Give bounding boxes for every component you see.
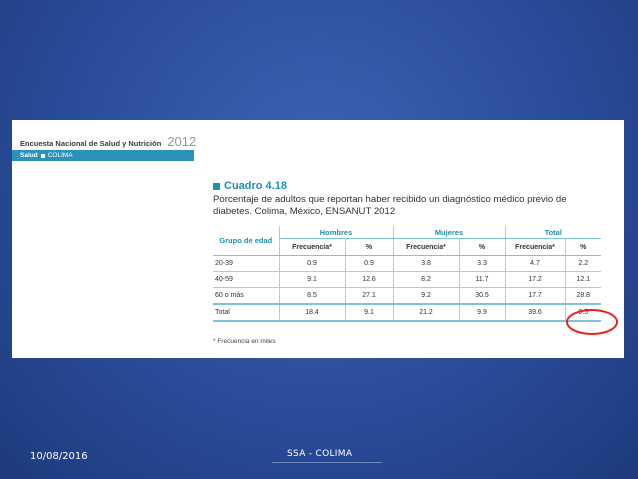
- cell-hombres-pct: 27.1: [345, 288, 393, 305]
- sub-header-freq: Frecuencia*: [505, 239, 565, 256]
- sub-header-pct: %: [565, 239, 601, 256]
- footer-org: SSA - COLIMA: [287, 449, 353, 459]
- table-row-total: [213, 304, 601, 321]
- sub-header-freq: Frecuencia*: [393, 239, 459, 256]
- cell-total-pct: 12.1: [565, 272, 601, 288]
- cell-total-freq: 17.7: [505, 288, 565, 305]
- slide-image: [12, 120, 624, 358]
- table-row: [213, 272, 601, 288]
- survey-header: [20, 130, 196, 148]
- row-label: 20-39: [213, 256, 279, 272]
- row-label: 60 o más: [213, 288, 279, 305]
- sub-header-pct: %: [345, 239, 393, 256]
- row-header: Grupo de edad: [213, 226, 279, 256]
- sub-header-pct: %: [459, 239, 505, 256]
- cuadro-caption: Porcentaje de adultos que reportan haber recibido un diagnóstico médico previo de diabetes. Colima, México, ENSANUT 2012: [213, 194, 567, 217]
- cell-hombres-freq: 0.9: [279, 256, 345, 272]
- cuadro-number: Cuadro 4.18: [224, 180, 287, 192]
- cell-total-freq: 17.2: [505, 272, 565, 288]
- cell-hombres-freq: 18.4: [279, 304, 345, 321]
- cell-hombres-pct: 0.9: [345, 256, 393, 272]
- group-header-hombres: Hombres: [279, 226, 393, 239]
- survey-year: 2012: [167, 134, 197, 149]
- cell-mujeres-pct: 30.5: [459, 288, 505, 305]
- footer-divider: [272, 462, 382, 463]
- cell-hombres-pct: 12.6: [345, 272, 393, 288]
- cell-mujeres-freq: 9.2: [393, 288, 459, 305]
- cell-mujeres-pct: 11.7: [459, 272, 505, 288]
- cell-total-freq: 39.6: [505, 304, 565, 321]
- cell-total-pct: 9.5: [565, 304, 601, 321]
- sub-header-freq: Frecuencia*: [279, 239, 345, 256]
- cell-hombres-pct: 9.1: [345, 304, 393, 321]
- cell-total-freq: 4.7: [505, 256, 565, 272]
- cuadro-heading: [213, 180, 287, 192]
- highlight-ellipse: [566, 309, 618, 335]
- cell-mujeres-freq: 8.2: [393, 272, 459, 288]
- square-bullet-icon: [213, 183, 220, 190]
- table-row: [213, 288, 601, 305]
- square-bullet-icon: [41, 154, 45, 158]
- row-label: Total: [213, 304, 279, 321]
- cell-mujeres-freq: 3.8: [393, 256, 459, 272]
- cell-total-pct: 28.8: [565, 288, 601, 305]
- state-bar: [12, 150, 194, 161]
- cell-total-pct: 2.2: [565, 256, 601, 272]
- footer-date: 10/08/2016: [30, 451, 88, 462]
- table-row: [213, 256, 601, 272]
- row-label: 40-59: [213, 272, 279, 288]
- group-header-total: Total: [505, 226, 601, 239]
- cell-mujeres-pct: 9.9: [459, 304, 505, 321]
- group-header-mujeres: Mujeres: [393, 226, 505, 239]
- table-note: * Frecuencia en miles: [213, 338, 276, 345]
- cell-mujeres-pct: 3.3: [459, 256, 505, 272]
- cell-hombres-freq: 8.5: [279, 288, 345, 305]
- cell-hombres-freq: 9.1: [279, 272, 345, 288]
- data-table: [213, 226, 601, 322]
- state-label: COLIMA: [47, 152, 73, 159]
- cell-mujeres-freq: 21.2: [393, 304, 459, 321]
- section-label: Salud: [20, 152, 38, 159]
- survey-title: Encuesta Nacional de Salud y Nutrición: [20, 139, 162, 148]
